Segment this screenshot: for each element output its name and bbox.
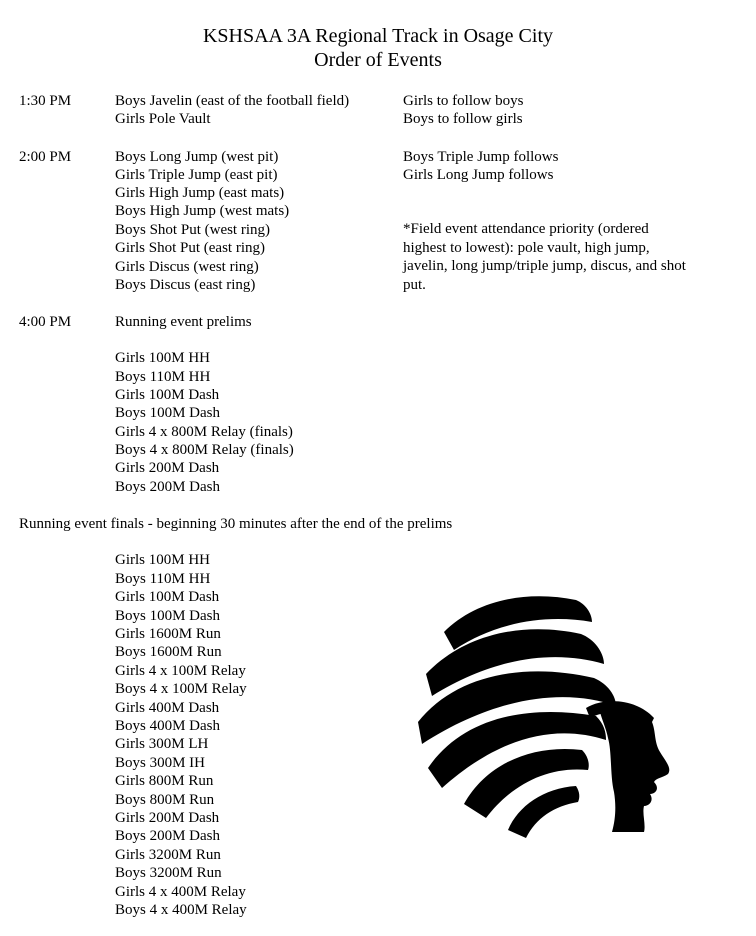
- event-item: Boys Shot Put (west ring): [115, 222, 271, 238]
- event-item: Girls 200M Dash: [115, 460, 220, 476]
- page-title: KSHSAA 3A Regional Track in Osage City: [202, 25, 554, 47]
- event-item: Boys 800M Run: [115, 792, 215, 808]
- event-item: Girls Shot Put (east ring): [115, 240, 265, 256]
- time-label: 4:00 PM: [19, 314, 72, 330]
- event-item: Girls 800M Run: [115, 773, 214, 789]
- time-label: 1:30 PM: [19, 93, 72, 109]
- event-item: Girls 4 x 100M Relay: [115, 663, 246, 679]
- event-item: Boys Discus (east ring): [115, 277, 256, 293]
- event-item: Boys Long Jump (west pit): [115, 149, 279, 165]
- event-item: Boys 1600M Run: [115, 644, 222, 660]
- event-item: Girls 200M Dash: [115, 810, 220, 826]
- event-item: Boys Javelin (east of the football field): [115, 93, 350, 109]
- event-item: Girls 4 x 400M Relay: [115, 884, 246, 900]
- event-item: Boys 110M HH: [115, 571, 211, 587]
- time-label: 2:00 PM: [19, 149, 72, 165]
- event-item: Boys 300M IH: [115, 755, 206, 771]
- event-item: Girls 4 x 800M Relay (finals): [115, 424, 293, 440]
- page-subtitle: Order of Events: [314, 49, 442, 71]
- event-item: Boys 4 x 800M Relay (finals): [115, 442, 294, 458]
- event-item: Boys 4 x 400M Relay: [115, 902, 247, 918]
- event-note: Girls to follow boys: [403, 93, 524, 109]
- event-item: Boys 200M Dash: [115, 479, 221, 495]
- event-item: Girls 400M Dash: [115, 700, 220, 716]
- event-item: Girls Pole Vault: [115, 111, 211, 127]
- event-item: Boys 100M Dash: [115, 405, 221, 421]
- indian-head-logo-icon: [416, 592, 686, 842]
- event-item: Girls High Jump (east mats): [115, 185, 285, 201]
- event-note: Boys to follow girls: [403, 111, 523, 127]
- event-item: Girls 3200M Run: [115, 847, 221, 863]
- event-item: Girls 100M HH: [115, 552, 211, 568]
- priority-note: *Field event attendance priority (ordered highest to lowest): pole vault, high jump, javelin, long jump/triple jump, discus, and shot put.: [403, 221, 686, 293]
- event-item: Boys High Jump (west mats): [115, 203, 290, 219]
- event-item: Girls 100M HH: [115, 350, 211, 366]
- event-item: Girls Triple Jump (east pit): [115, 167, 278, 183]
- event-item: Boys 400M Dash: [115, 718, 221, 734]
- event-item: Boys 200M Dash: [115, 828, 221, 844]
- event-item: Girls Discus (west ring): [115, 259, 259, 275]
- event-item: Boys 100M Dash: [115, 608, 221, 624]
- event-item: Boys 110M HH: [115, 369, 211, 385]
- event-note: Girls Long Jump follows: [403, 167, 554, 183]
- event-item: Girls 300M LH: [115, 736, 209, 752]
- section-heading: Running event finals - beginning 30 minutes after the end of the prelims: [19, 516, 453, 532]
- section-heading: Running event prelims: [115, 314, 252, 330]
- event-item: Girls 100M Dash: [115, 589, 220, 605]
- event-item: Boys 3200M Run: [115, 865, 222, 881]
- event-item: Girls 100M Dash: [115, 387, 220, 403]
- event-item: Girls 1600M Run: [115, 626, 221, 642]
- event-item: Boys 4 x 100M Relay: [115, 681, 247, 697]
- event-note: Boys Triple Jump follows: [403, 149, 559, 165]
